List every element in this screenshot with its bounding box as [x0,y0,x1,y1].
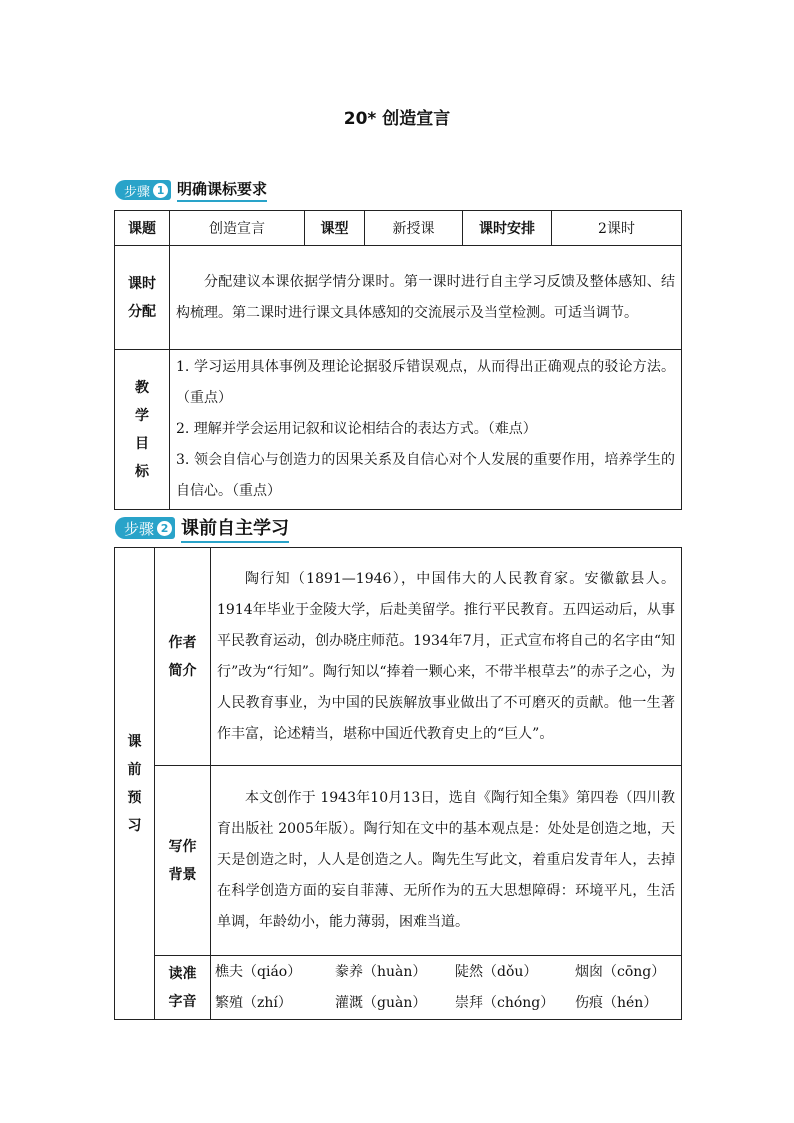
author-label-line-1: 作者 [168,634,197,651]
preview-side-label [115,548,155,1020]
goal-item-2: 2. 理解并学会运用记叙和议论相结合的表达方式。（难点） [176,421,537,437]
page-title: 20* 创造宣言 [343,109,451,129]
allocation-text: 分配建议本课依据学情分课时。第一课时进行自主学习反馈及整体感知、结构梳理。第二课时进行课文具体感知的交流展示及当堂检测。可适当调节。 [170,246,682,350]
allocation-row [115,246,682,350]
goals-label-char-3: 目 [135,435,149,452]
goal-item-1: 1. 学习运用具体事例及理论论据驳斥错误观点，从而得出正确观点的驳论方法。（重点） [176,359,675,406]
pron-item: 豢养（huàn） [335,963,427,980]
goal-item-3: 3. 领会自信心与创造力的因果关系及自信心对个人发展的重要作用，培养学生的自信心。（重点） [176,452,675,499]
table-header-row [115,211,682,246]
goals-list [170,350,682,510]
cell-topic-value: 创造宣言 [170,211,305,246]
background-row [115,766,682,956]
step-2-title: 课前自主学习 [181,514,289,543]
pronunciation-label-line-2: 字音 [168,993,197,1010]
pron-item: 崇拜（chóng） [455,994,555,1011]
side-label-char-3: 预 [127,789,142,806]
pron-item: 灌溉（guàn） [335,994,427,1011]
background-label-line-1: 写作 [168,838,197,855]
cell-type-label: 课型 [305,211,365,246]
goals-label-char-2: 学 [135,407,149,424]
pron-item: 繁殖（zhí） [215,994,292,1011]
side-label-char-2: 前 [127,761,142,778]
allocation-label-line-1: 课时 [128,275,156,292]
author-label-line-2: 简介 [168,662,197,679]
goals-row [115,350,682,510]
pronunciation-label [155,956,211,1020]
step-1-badge-label: 步骤 [124,184,151,200]
step-1-badge [115,180,171,200]
allocation-label-line-2: 分配 [128,303,156,320]
goals-label-char-4: 标 [135,463,149,480]
step-1-header [115,177,267,203]
cell-schedule-value: 2课时 [552,211,682,246]
step-2-badge-label: 步骤 [124,519,155,538]
pron-item: 伤痕（hén） [575,994,658,1011]
pronunciation-list [211,956,682,1020]
side-label-char-4: 习 [127,817,142,834]
cell-schedule-label: 课时安排 [463,211,552,246]
pronunciation-label-line-1: 读准 [168,965,197,982]
preview-table [114,547,682,1020]
pronunciation-row [115,956,682,1020]
pron-item: 樵夫（qiáo） [215,963,302,980]
step-2-number: 2 [157,521,172,536]
cell-type-value: 新授课 [365,211,463,246]
lesson-info-table [114,210,682,510]
step-1-number: 1 [153,183,168,198]
author-row [115,548,682,766]
goals-label-char-1: 教 [135,379,149,396]
cell-topic-label: 课题 [115,211,170,246]
goals-label [115,350,170,510]
pron-item: 烟囱（cōng） [575,963,666,980]
side-label-char-1: 课 [127,733,142,750]
step-2-header [115,515,289,541]
background-label [155,766,211,956]
background-text: 本文创作于 1943年10月13日，选自《陶行知全集》第四卷（四川教育出版社 2005年版）。陶行知在文中的基本观点是：处处是创造之地，天天是创造之时，人人是创造之人。陶先生写此文，着重启发青年人，去掉在科学创造方面的妄自菲薄、无所作为的五大思想障碍：环境平凡，生活单调，年龄幼小，能力薄弱，困难当道。 [211,766,682,956]
author-text: 陶行知（1891—1946），中国伟大的人民教育家。安徽歙县人。1914年毕业于金陵大学，后赴美留学。推行平民教育。五四运动后，从事平民教育运动，创办晓庄师范。1934年7月，正式宣布将自己的名字由“知行”改为“行知”。陶行知以“捧着一颗心来，不带半根草去”的赤子之心，为人民教育事业，为中国的民族解放事业做出了不可磨灭的贡献。他一生著作丰富，论述精当，堪称中国近代教育史上的“巨人”。 [211,548,682,766]
background-label-line-2: 背景 [168,866,197,883]
step-1-title: 明确课标要求 [177,178,267,202]
step-2-badge [115,517,175,539]
pron-item: 陡然（dǒu） [455,963,538,980]
allocation-label [115,246,170,350]
author-label [155,548,211,766]
